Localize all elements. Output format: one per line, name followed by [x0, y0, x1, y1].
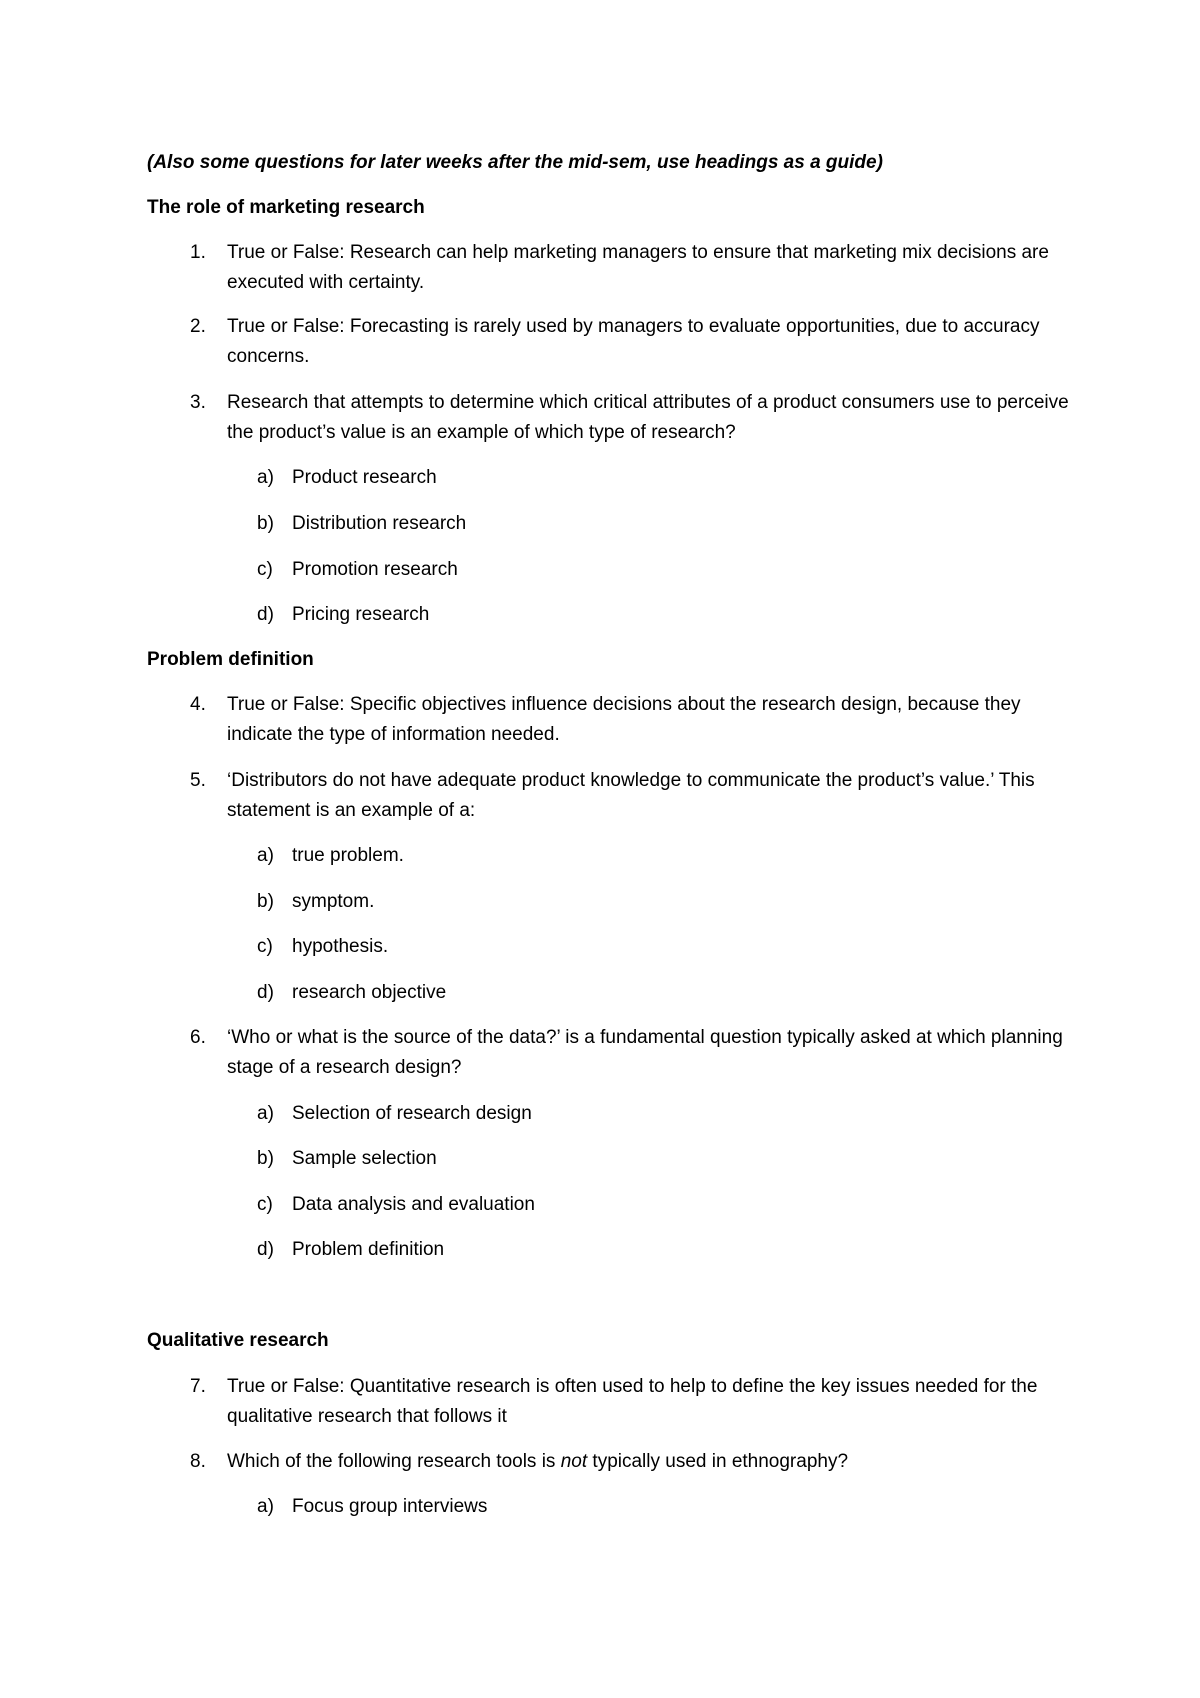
option-text: symptom. [292, 891, 375, 912]
question-2 [147, 312, 1077, 372]
option-letter: d) [257, 1239, 274, 1260]
option-letter: c) [257, 1194, 273, 1215]
option-6a [147, 1099, 1077, 1129]
option-3a [147, 463, 1077, 493]
section-heading-role: The role of marketing research [147, 197, 425, 218]
question-8 [147, 1447, 1077, 1477]
option-6d [147, 1235, 1077, 1265]
option-letter: c) [257, 936, 273, 957]
option-text: Data analysis and evaluation [292, 1194, 535, 1215]
question-number: 3. [190, 392, 206, 413]
question-text: True or False: Quantitative research is often used to help to define the key issues needed for the qualitative research that follows it [227, 1376, 1038, 1427]
option-letter: c) [257, 559, 273, 580]
option-letter: a) [257, 1103, 274, 1124]
option-text: hypothesis. [292, 936, 389, 957]
option-3b [147, 509, 1077, 539]
question-number: 4. [190, 694, 206, 715]
option-5d [147, 978, 1077, 1008]
option-text: Selection of research design [292, 1103, 532, 1124]
question-text: ‘Distributors do not have adequate product knowledge to communicate the product’s value.’ This statement is an example of a: [227, 770, 1035, 821]
option-text: Distribution research [292, 513, 467, 534]
option-5a [147, 841, 1077, 871]
option-text: true problem. [292, 845, 404, 866]
question-text: True or False: Specific objectives influence decisions about the research design, because they indicate the type of information needed. [227, 694, 1021, 745]
option-5b [147, 887, 1077, 917]
option-8a [147, 1492, 1077, 1522]
question-4 [147, 690, 1077, 750]
option-text: Problem definition [292, 1239, 445, 1260]
question-text [227, 1447, 1077, 1477]
option-text: Focus group interviews [292, 1496, 488, 1517]
option-letter: d) [257, 982, 274, 1003]
question-text: True or False: Forecasting is rarely used by managers to evaluate opportunities, due to accuracy concerns. [227, 316, 1040, 367]
option-letter: a) [257, 467, 274, 488]
option-6b [147, 1144, 1077, 1174]
question-3 [147, 388, 1077, 448]
section-heading-problem: Problem definition [147, 649, 314, 670]
option-letter: a) [257, 845, 274, 866]
option-text: Promotion research [292, 559, 458, 580]
option-letter: b) [257, 891, 274, 912]
question-number: 6. [190, 1027, 206, 1048]
question-text-part: Which of the following research tools is [227, 1451, 561, 1472]
question-text-part: typically used in ethnography? [587, 1451, 849, 1472]
option-text: Product research [292, 467, 437, 488]
option-3c [147, 555, 1077, 585]
option-text: research objective [292, 982, 447, 1003]
option-5c [147, 932, 1077, 962]
question-5 [147, 766, 1077, 826]
option-3d [147, 600, 1077, 630]
option-letter: b) [257, 1148, 274, 1169]
question-1 [147, 238, 1077, 298]
question-number: 1. [190, 242, 206, 263]
option-letter: a) [257, 1496, 274, 1517]
question-text-emphasis: not [560, 1451, 588, 1472]
option-letter: d) [257, 604, 274, 625]
question-text: Research that attempts to determine which critical attributes of a product consumers use to perceive the product’s value is an example of which type of research? [227, 392, 1069, 443]
question-6 [147, 1023, 1077, 1083]
intro-note: (Also some questions for later weeks after the mid-sem, use headings as a guide) [147, 152, 883, 173]
question-text: ‘Who or what is the source of the data?’ is a fundamental question typically asked at which planning stage of a research design? [227, 1027, 1063, 1078]
question-number: 5. [190, 770, 206, 791]
option-text: Pricing research [292, 604, 430, 625]
question-7 [147, 1372, 1077, 1432]
question-number: 7. [190, 1376, 206, 1397]
question-number: 2. [190, 316, 206, 337]
option-6c [147, 1190, 1077, 1220]
question-text: True or False: Research can help marketing managers to ensure that marketing mix decisions are executed with certainty. [227, 242, 1049, 293]
question-number: 8. [190, 1451, 206, 1472]
section-heading-qualitative: Qualitative research [147, 1330, 329, 1351]
option-text: Sample selection [292, 1148, 437, 1169]
option-letter: b) [257, 513, 274, 534]
